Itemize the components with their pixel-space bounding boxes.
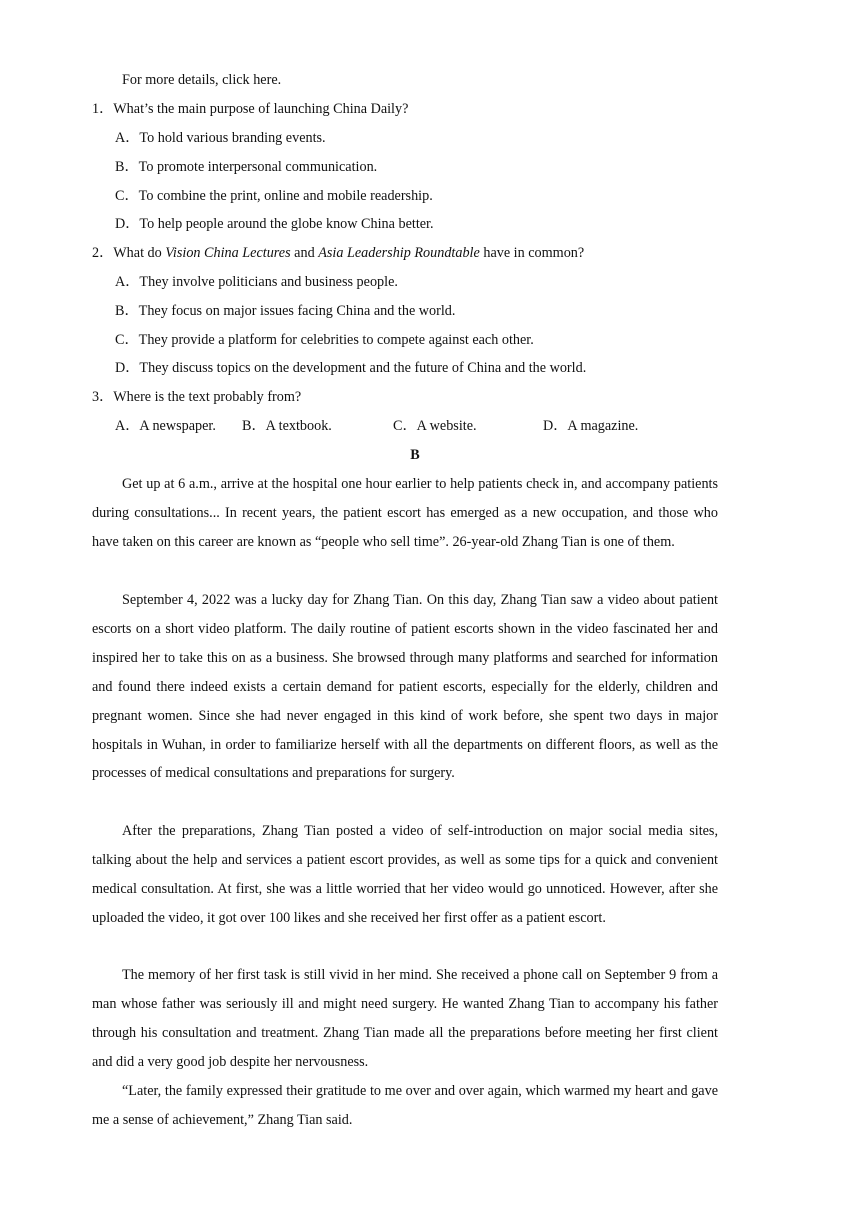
question-3-option-a: A．A newspaper. bbox=[115, 418, 216, 434]
question-2-stem-part-2: and bbox=[290, 245, 319, 261]
question-2-option-c: C．They provide a platform for celebrities to compete against each other. bbox=[115, 332, 534, 348]
question-1-option-a: A．To hold various branding events. bbox=[115, 130, 326, 146]
question-2-option-d: D．They discuss topics on the development and the future of China and the world. bbox=[115, 360, 587, 376]
paragraph-4: The memory of her first task is still vivid in her mind. She received a phone call on September 9 from a man whose father was seriously ill and might need surgery. He wanted Zhang Tian to accompany his father through his consultation and treatment. Zhang Tian made all the preparations before meeting her first client and did a very good job despite her nervousness. bbox=[92, 967, 718, 1070]
paragraph-3: After the preparations, Zhang Tian posted a video of self-introduction on major social media sites, talking about the help and services a patient escort provides, as well as some tips for a quick and convenient medical consultation. At first, she was a little worried that her video would go unnoticed. However, after she uploaded the video, it got over 100 likes and she received her first offer as a patient escort. bbox=[92, 823, 718, 926]
question-2-stem bbox=[92, 243, 584, 263]
question-1-option-d: D．To help people around the globe know China better. bbox=[115, 216, 434, 232]
question-3-option-c: C．A website. bbox=[393, 418, 477, 434]
question-1-stem: 1．What’s the main purpose of launching China Daily? bbox=[92, 101, 409, 117]
intro-line: For more details, click here. bbox=[122, 72, 282, 88]
question-2-stem-part-3: have in common? bbox=[479, 245, 585, 261]
question-1-option-c: C．To combine the print, online and mobile readership. bbox=[115, 188, 433, 204]
question-2-option-a: A．They involve politicians and business people. bbox=[115, 274, 398, 290]
question-3-option-b: B．A textbook. bbox=[242, 418, 332, 434]
question-2-option-b: B．They focus on major issues facing China and the world. bbox=[115, 303, 456, 319]
paragraph-1: Get up at 6 a.m., arrive at the hospital one hour earlier to help patients check in, and accompany patients during consultations... In recent years, the patient escort has emerged as a new occupation, and those who have taken on this career are known as “people who sell time”. 26-year-old Zhang Tian is one of them. bbox=[92, 476, 718, 550]
paragraph-2: September 4, 2022 was a lucky day for Zhang Tian. On this day, Zhang Tian saw a video about patient escorts on a short video platform. The daily routine of patient escorts shown in the video fascinated her and inspired her to take this on as a business. She browsed through many platforms and searched for information and found there indeed exists a certain demand for patient escorts, especially for the elderly, children and pregnant women. Since she had never engaged in this kind of work before, she spent two days in major hospitals in Wuhan, in order to familiarize herself with all the departments on different floors, as well as the processes of medical consultations and preparations for surgery. bbox=[92, 592, 718, 782]
question-2-stem-part-1: 2．What do bbox=[92, 245, 166, 261]
paragraph-5: “Later, the family expressed their gratitude to me over and over again, which warmed my heart and gave me a sense of achievement,” Zhang Tian said. bbox=[92, 1083, 718, 1128]
question-2-stem-italic-2: Asia Leadership Roundtable bbox=[318, 245, 480, 261]
question-3-stem: 3．Where is the text probably from? bbox=[92, 389, 302, 405]
question-2-stem-italic-1: Vision China Lectures bbox=[165, 245, 291, 261]
question-1-option-b: B．To promote interpersonal communication. bbox=[115, 159, 378, 175]
question-3-option-d: D．A magazine. bbox=[543, 418, 639, 434]
section-heading: B bbox=[410, 447, 420, 463]
